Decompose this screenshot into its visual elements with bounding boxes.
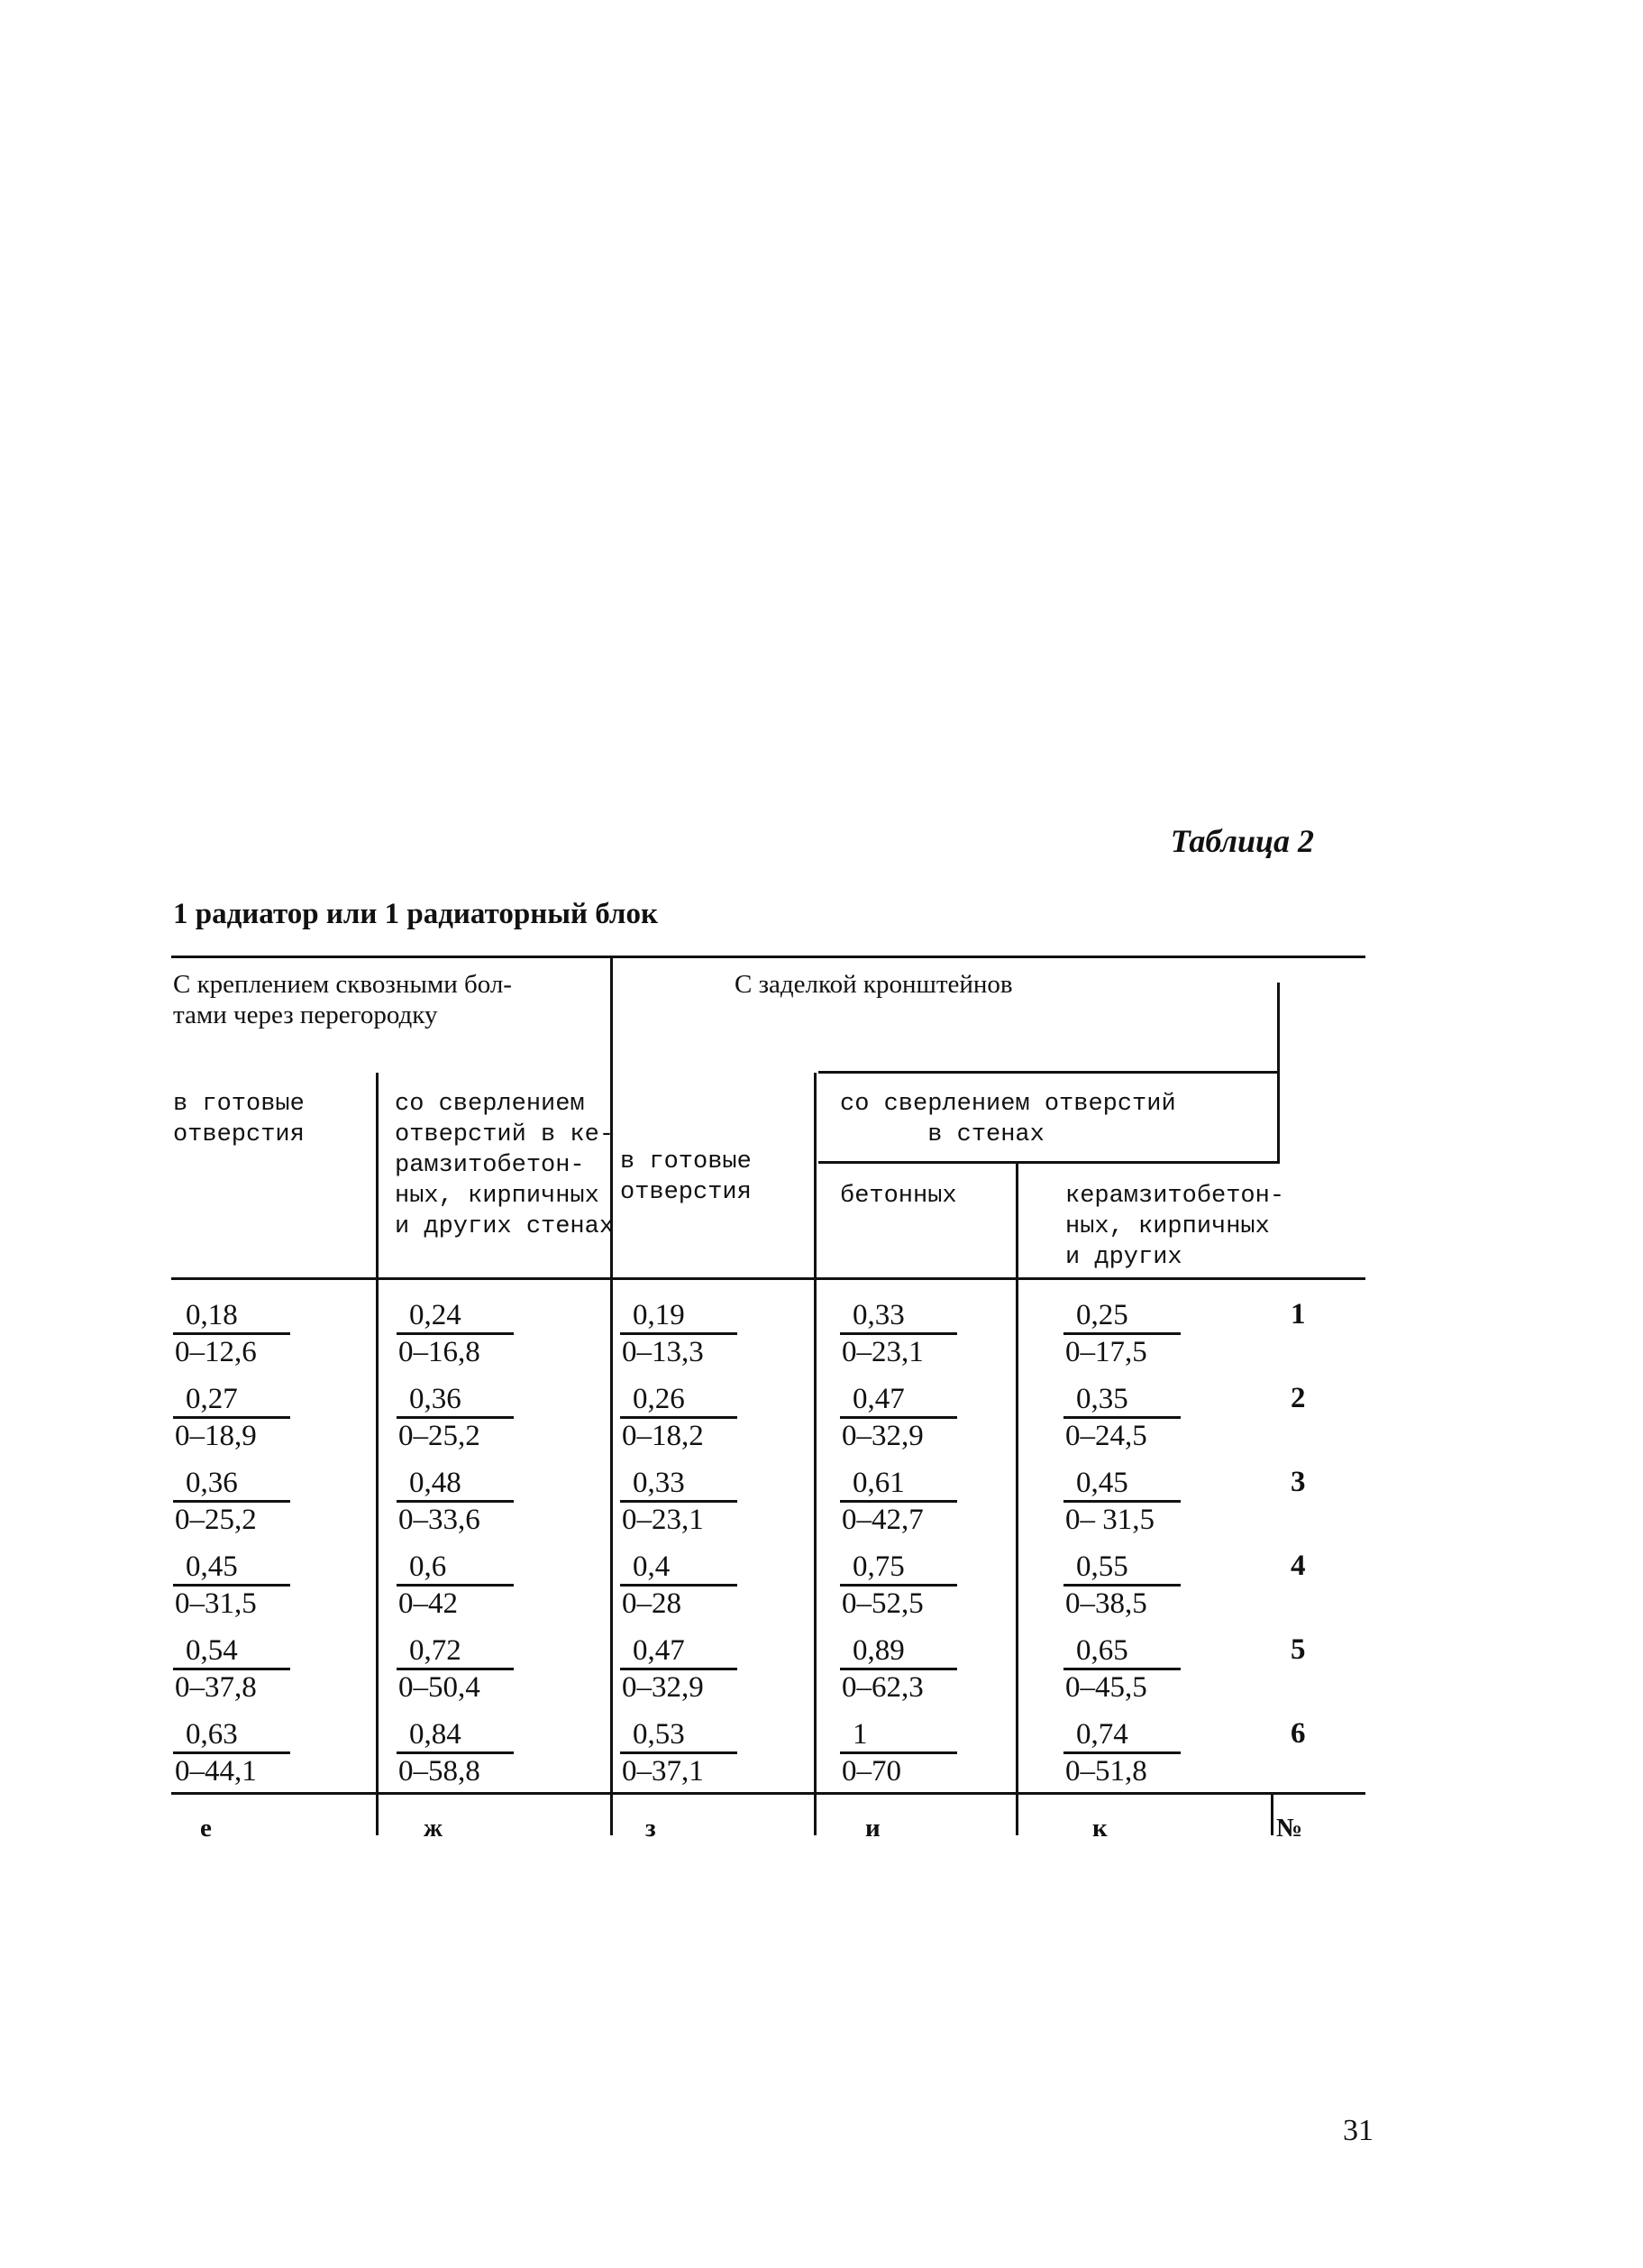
drill-group-rule (818, 1071, 1280, 1074)
numerator: 0,72 (397, 1633, 514, 1670)
header-group-through-bolts: С креплением сквозными бол- тами через перегородку (173, 970, 512, 1029)
denominator: 0–42,7 (842, 1504, 924, 1536)
cell-k (1063, 1382, 1181, 1453)
cell-i (840, 1633, 957, 1705)
numerator: 0,36 (397, 1382, 514, 1419)
row-number: 2 (1291, 1382, 1306, 1414)
cell-z (620, 1382, 737, 1453)
row-number: 4 (1291, 1550, 1306, 1582)
numerator: 0,33 (840, 1298, 957, 1335)
cell-k (1063, 1717, 1181, 1788)
cell-zh (397, 1717, 514, 1788)
header-col-k: керамзитобетон- ных, кирпичных и других (1065, 1183, 1285, 1271)
denominator: 0–44,1 (175, 1755, 257, 1788)
cell-zh (397, 1550, 514, 1621)
numerator: 0,19 (620, 1298, 737, 1335)
cell-zh (397, 1633, 514, 1705)
footer-letter-e: е (200, 1814, 212, 1843)
numerator: 0,45 (173, 1550, 290, 1587)
cell-k (1063, 1550, 1181, 1621)
cell-k (1063, 1298, 1181, 1369)
numerator: 0,48 (397, 1466, 514, 1503)
col-divider-k (1016, 1163, 1018, 1835)
cell-z (620, 1298, 737, 1369)
cell-e (173, 1298, 290, 1369)
denominator: 0–37,1 (622, 1755, 704, 1788)
numerator: 0,33 (620, 1466, 737, 1503)
col-divider-num-upper (1277, 983, 1280, 1163)
table-subtitle: 1 радиатор или 1 радиаторный блок (173, 898, 658, 930)
numerator: 0,18 (173, 1298, 290, 1335)
cell-z (620, 1717, 737, 1788)
cell-e (173, 1382, 290, 1453)
denominator: 0–38,5 (1065, 1587, 1147, 1620)
denominator: 0–16,8 (398, 1336, 480, 1368)
row-number: 5 (1291, 1633, 1306, 1666)
header-bottom-rule (171, 1277, 1365, 1280)
numerator: 0,65 (1063, 1633, 1181, 1670)
cell-i (840, 1550, 957, 1621)
footer-number-sign: № (1276, 1814, 1303, 1843)
numerator: 0,55 (1063, 1550, 1181, 1587)
numerator: 0,47 (620, 1633, 737, 1670)
cell-i (840, 1382, 957, 1453)
denominator: 0–18,2 (622, 1420, 704, 1452)
denominator: 0–37,8 (175, 1671, 257, 1704)
numerator: 0,4 (620, 1550, 737, 1587)
numerator: 0,26 (620, 1382, 737, 1419)
denominator: 0–58,8 (398, 1755, 480, 1788)
cell-k (1063, 1633, 1181, 1705)
denominator: 0–17,5 (1065, 1336, 1147, 1368)
numerator: 0,89 (840, 1633, 957, 1670)
cell-e (173, 1717, 290, 1788)
denominator: 0–13,3 (622, 1336, 704, 1368)
cell-z (620, 1633, 737, 1705)
denominator: 0–24,5 (1065, 1420, 1147, 1452)
header-drill-group: со сверлением отверстий в стенах (840, 1091, 1176, 1148)
table-caption: Таблица 2 (1170, 823, 1314, 859)
footer-letter-zh: ж (424, 1814, 443, 1843)
row-number: 3 (1291, 1466, 1306, 1498)
denominator: 0–23,1 (622, 1504, 704, 1536)
denominator: 0–33,6 (398, 1504, 480, 1536)
cell-z (620, 1466, 737, 1537)
numerator: 1 (840, 1717, 957, 1754)
col-divider-num-lower (1271, 1794, 1273, 1835)
numerator: 0,74 (1063, 1717, 1181, 1754)
denominator: 0–18,9 (175, 1420, 257, 1452)
denominator: 0– 31,5 (1065, 1504, 1155, 1536)
numerator: 0,47 (840, 1382, 957, 1419)
header-col-e: в готовые отверстия (173, 1091, 305, 1148)
cell-e (173, 1466, 290, 1537)
denominator: 0–70 (842, 1755, 901, 1788)
denominator: 0–62,3 (842, 1671, 924, 1704)
col-divider-zh (376, 1073, 379, 1835)
cell-k (1063, 1466, 1181, 1537)
numerator: 0,27 (173, 1382, 290, 1419)
header-col-i: бетонных (840, 1183, 957, 1210)
denominator: 0–32,9 (842, 1420, 924, 1452)
cell-z (620, 1550, 737, 1621)
numerator: 0,36 (173, 1466, 290, 1503)
col-divider-i (814, 1073, 817, 1835)
table-top-rule (171, 956, 1365, 958)
cell-e (173, 1633, 290, 1705)
numerator: 0,53 (620, 1717, 737, 1754)
denominator: 0–25,2 (398, 1420, 480, 1452)
numerator: 0,63 (173, 1717, 290, 1754)
denominator: 0–12,6 (175, 1336, 257, 1368)
cell-zh (397, 1382, 514, 1453)
numerator: 0,6 (397, 1550, 514, 1587)
numerator: 0,54 (173, 1633, 290, 1670)
numerator: 0,84 (397, 1717, 514, 1754)
footer-top-rule (171, 1792, 1365, 1795)
numerator: 0,35 (1063, 1382, 1181, 1419)
denominator: 0–52,5 (842, 1587, 924, 1620)
page-number: 31 (1343, 2114, 1374, 2147)
denominator: 0–25,2 (175, 1504, 257, 1536)
footer-letter-i: и (865, 1814, 881, 1843)
numerator: 0,75 (840, 1550, 957, 1587)
denominator: 0–42 (398, 1587, 458, 1620)
cell-i (840, 1717, 957, 1788)
footer-letter-z: з (645, 1814, 656, 1843)
numerator: 0,25 (1063, 1298, 1181, 1335)
numerator: 0,45 (1063, 1466, 1181, 1503)
header-group-brackets: С заделкой кронштейнов (735, 970, 1013, 999)
cell-i (840, 1298, 957, 1369)
cell-i (840, 1466, 957, 1537)
denominator: 0–45,5 (1065, 1671, 1147, 1704)
cell-zh (397, 1298, 514, 1369)
denominator: 0–32,9 (622, 1671, 704, 1704)
row-number: 6 (1291, 1717, 1306, 1750)
denominator: 0–23,1 (842, 1336, 924, 1368)
numerator: 0,61 (840, 1466, 957, 1503)
header-col-z: в готовые отверстия (620, 1148, 752, 1206)
drill-subgroup-rule (818, 1161, 1280, 1164)
denominator: 0–50,4 (398, 1671, 480, 1704)
denominator: 0–51,8 (1065, 1755, 1147, 1788)
cell-zh (397, 1466, 514, 1537)
header-col-zh: со сверлением отверстий в ке- рамзитобетон- ных, кирпичных и других стенах (395, 1091, 615, 1240)
row-number: 1 (1291, 1298, 1306, 1331)
cell-e (173, 1550, 290, 1621)
numerator: 0,24 (397, 1298, 514, 1335)
denominator: 0–31,5 (175, 1587, 257, 1620)
denominator: 0–28 (622, 1587, 681, 1620)
footer-letter-k: к (1092, 1814, 1108, 1843)
